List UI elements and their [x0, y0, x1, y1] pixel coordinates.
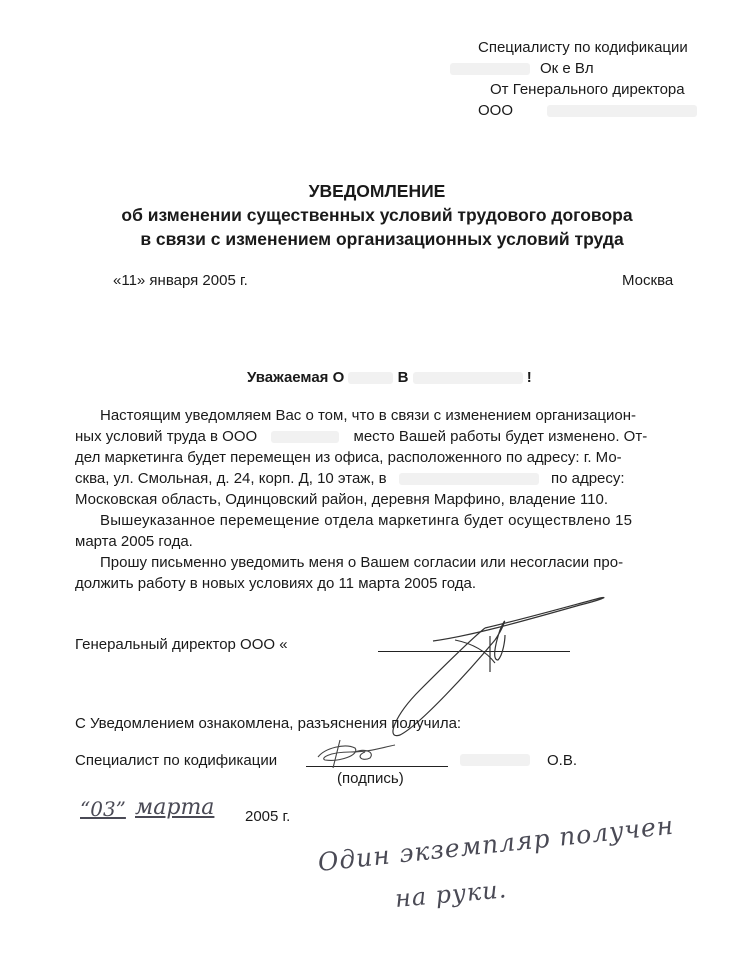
salutation-end: !: [526, 369, 532, 386]
recipient-line-1: Специалисту по кодификации: [478, 39, 688, 56]
recipient-line-3: От Генерального директора: [490, 81, 685, 98]
specialist-initials: О.В.: [547, 752, 578, 769]
body-p3-line2: должить работу в новых условиях до 11 марта 2005 года.: [75, 575, 477, 592]
handwritten-note-line-2: на руки.: [393, 875, 509, 913]
body-p3-line1: Прошу письменно уведомить меня о Вашем согласии или несогласии про-: [100, 554, 624, 571]
handwritten-day: “03”: [80, 797, 126, 821]
body-p1-line1: Настоящим уведомляем Вас о том, что в связи с изменением организацион-: [100, 407, 637, 424]
body-p2-line2: марта 2005 года.: [75, 533, 193, 550]
salutation-middle: В: [397, 369, 409, 386]
redacted-text: [460, 754, 530, 766]
signature-caption: (подпись): [337, 770, 404, 787]
acknowledgment-label: С Уведомлением ознакомлена, разъяснения получила:: [75, 715, 462, 732]
recipient-company: ООО: [478, 102, 514, 119]
handwritten-year: 2005 г.: [245, 808, 291, 825]
director-label: Генеральный директор ООО «: [75, 636, 288, 653]
body-p2-line1: Вышеуказанное перемещение отдела маркетинга будет осуществлено 15: [100, 512, 633, 529]
body-p1-line5: Московская область, Одинцовский район, деревня Марфино, владение 110.: [75, 491, 609, 508]
handwritten-month: марта: [135, 795, 215, 820]
body-text-fragment: место Вашей работы будет изменено. От-: [353, 428, 648, 445]
handwritten-note-line-1: Один экземпляр получен: [316, 810, 676, 877]
document-city: Москва: [622, 272, 674, 289]
body-text-fragment: ных условий труда в ООО: [75, 428, 258, 445]
recipient-name: Ок е Вл: [540, 60, 594, 77]
specialist-label: Специалист по кодификации: [75, 752, 278, 769]
body-text-fragment: по адресу:: [550, 470, 625, 487]
document-title: УВЕДОМЛЕНИЕ: [308, 181, 446, 201]
document-date: «11» января 2005 г.: [113, 272, 248, 289]
document-subtitle-1: об изменении существенных условий трудового договора: [121, 205, 633, 225]
body-text-fragment: сква, ул. Смольная, д. 24, корп. Д, 10 этаж, в: [75, 470, 387, 487]
body-p1-line3: дел маркетинга будет перемещен из офиса, расположенного по адресу: г. Мо-: [75, 449, 622, 466]
salutation-start: Уважаемая О: [247, 369, 345, 386]
document-subtitle-2: в связи с изменением организационных условий труда: [140, 229, 624, 249]
